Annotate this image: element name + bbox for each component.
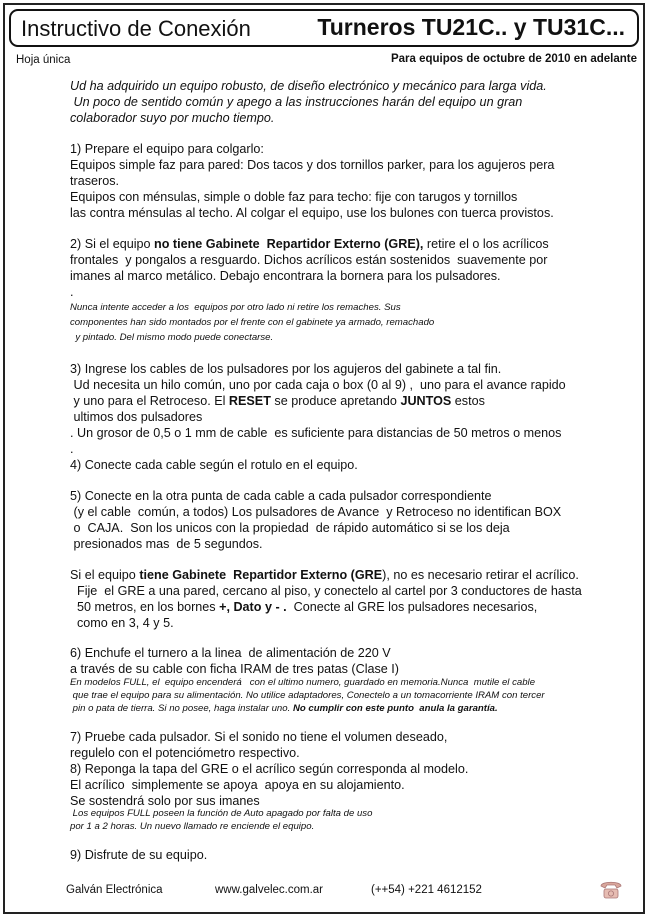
- text-run: 50 metros, en los bornes: [70, 600, 220, 614]
- intro-line: Ud ha adquirido un equipo robusto, de diseño electrónico y mecánico para larga vida.: [70, 79, 547, 93]
- text-run: y uno para el Retroceso. El: [70, 394, 229, 408]
- step-9-heading: 9) Disfrute de su equipo.: [70, 848, 208, 862]
- step-2-dot: .: [70, 285, 74, 299]
- text-run: Si el equipo: [70, 568, 140, 582]
- bold-run: +, Dato y - .: [219, 600, 287, 614]
- step-1-line: traseros.: [70, 174, 119, 188]
- phone-number: (++54) +221 4612152: [371, 884, 482, 896]
- gre-line: Fije el GRE a una pared, cercano al piso, y conectelo al cartel por 3 conductores de hasta: [70, 584, 582, 598]
- text-run: se produce apretando: [270, 394, 401, 408]
- step-4-heading: 4) Conecte cada cable según el rotulo en el equipo.: [70, 458, 358, 472]
- step-2-note: componentes han sido montados por el frente con el gabinete ya armado, remachado: [70, 317, 435, 328]
- sheet-label: Hoja única: [16, 54, 71, 66]
- step-2-heading: [70, 237, 549, 252]
- step-3-line: Ud necesita un hilo común, uno por cada caja o box (0 al 9) , uno para el avance rapido: [70, 378, 566, 392]
- intro-line: Un poco de sentido común y apego a las instrucciones harán del equipo un gran: [70, 95, 523, 109]
- step-3-line: ultimos dos pulsadores: [70, 410, 203, 424]
- step-7-line: regulelo con el potenciómetro respectivo.: [70, 746, 300, 760]
- text-run: Conecte al GRE los pulsadores necesarios,: [286, 600, 538, 614]
- text-run: estos: [451, 394, 485, 408]
- bold-run: RESET: [228, 394, 271, 408]
- step-8-note: por 1 a 2 horas. Un nuevo llamado re enciende el equipo.: [70, 821, 315, 832]
- document-title: Instructivo de Conexión: [21, 16, 251, 41]
- step-6-note: En modelos FULL, el equipo encenderá con el ultimo numero, guardado en memoria.Nunca mutile el cable: [70, 677, 536, 688]
- step-8-line: El acrílico simplemente se apoya apoya en su alojamiento.: [70, 778, 405, 792]
- step-3-dot: .: [70, 442, 74, 456]
- step-8-line: Se sostendrá solo por sus imanes: [70, 794, 260, 808]
- step-2-note: Nunca intente acceder a los equipos por otro lado ni retire los remaches. Sus: [70, 302, 401, 313]
- website-link[interactable]: www.galvelec.com.ar: [215, 884, 324, 896]
- intro-line: colaborador suyo por mucho tiempo.: [70, 111, 275, 125]
- telephone-icon: [598, 878, 624, 900]
- text-run: retire el o los acrílicos: [423, 237, 549, 251]
- step-8-note: Los equipos FULL poseen la función de Auto apagado por falta de uso: [70, 808, 373, 819]
- step-7-heading: 7) Pruebe cada pulsador. Si el sonido no tiene el volumen deseado,: [70, 730, 448, 744]
- step-6-note: [70, 703, 498, 715]
- scope-label: Para equipos de octubre de 2010 en adelante: [390, 53, 637, 65]
- bold-run: tiene Gabinete Repartidor Externo (GRE: [139, 568, 383, 582]
- step-5-line: (y el cable común, a todos) Los pulsadores de Avance y Retroceso no identifican BOX: [70, 505, 562, 519]
- product-title: Turneros TU21C.. y TU31C...: [317, 14, 625, 40]
- step-1-heading: 1) Prepare el equipo para colgarlo:: [70, 142, 264, 156]
- bold-run: no tiene Gabinete Repartidor Externo (GRE),: [154, 237, 424, 251]
- text-run: ), no es necesario retirar el acrílico.: [382, 568, 579, 582]
- step-3-heading: 3) Ingrese los cables de los pulsadores por los agujeros del gabinete a tal fin.: [70, 362, 502, 376]
- gre-line: como en 3, 4 y 5.: [70, 616, 174, 630]
- step-2-line: imanes al marco metálico. Debajo encontrara la bornera para los pulsadores.: [70, 269, 501, 283]
- step-2-line: frontales y pongalos a resguardo. Dichos acrílicos están sostenidos suavemente por: [70, 253, 548, 267]
- title-box: [9, 9, 639, 47]
- step-3-line: . Un grosor de 0,5 o 1 mm de cable es suficiente para distancias de 50 metros o menos: [70, 426, 562, 440]
- company-name: Galván Electrónica: [66, 884, 163, 896]
- warranty-warning: No cumplir con este punto anula la garantía.: [292, 703, 498, 714]
- step-6-line: a través de su cable con ficha IRAM de tres patas (Clase I): [70, 662, 399, 676]
- step-8-heading: 8) Reponga la tapa del GRE o el acrílico según corresponda al modelo.: [70, 762, 469, 776]
- text-run: 2) Si el equipo: [70, 237, 155, 251]
- step-1-line: las contra ménsulas al techo. Al colgar el equipo, use los bulones con tuerca provistos.: [70, 206, 554, 220]
- step-6-note: que trae el equipo para su alimentación. No utilice adaptadores, Conectelo a un tomacorriente IRAM con tercer: [70, 690, 545, 701]
- step-2-note: y pintado. Del mismo modo puede conectarse.: [70, 332, 274, 343]
- gre-heading: [70, 568, 579, 583]
- step-5-line: o CAJA. Son los unicos con la propiedad de rápido automático si se los deja: [70, 521, 510, 535]
- step-1-line: Equipos con ménsulas, simple o doble faz para techo: fije con tarugos y tornillos: [70, 190, 518, 204]
- step-3-line: [70, 394, 485, 409]
- step-5-heading: 5) Conecte en la otra punta de cada cable a cada pulsador correspondiente: [70, 489, 492, 503]
- step-6-heading: 6) Enchufe el turnero a la linea de alimentación de 220 V: [70, 646, 391, 660]
- text-run: pin o pata de tierra. Si no posee, haga instalar uno.: [70, 703, 293, 714]
- bold-run: JUNTOS: [400, 394, 452, 408]
- gre-line: [70, 600, 537, 615]
- step-5-line: presionados mas de 5 segundos.: [70, 537, 263, 551]
- step-1-line: Equipos simple faz para pared: Dos tacos y dos tornillos parker, para los agujeros pera: [70, 158, 555, 172]
